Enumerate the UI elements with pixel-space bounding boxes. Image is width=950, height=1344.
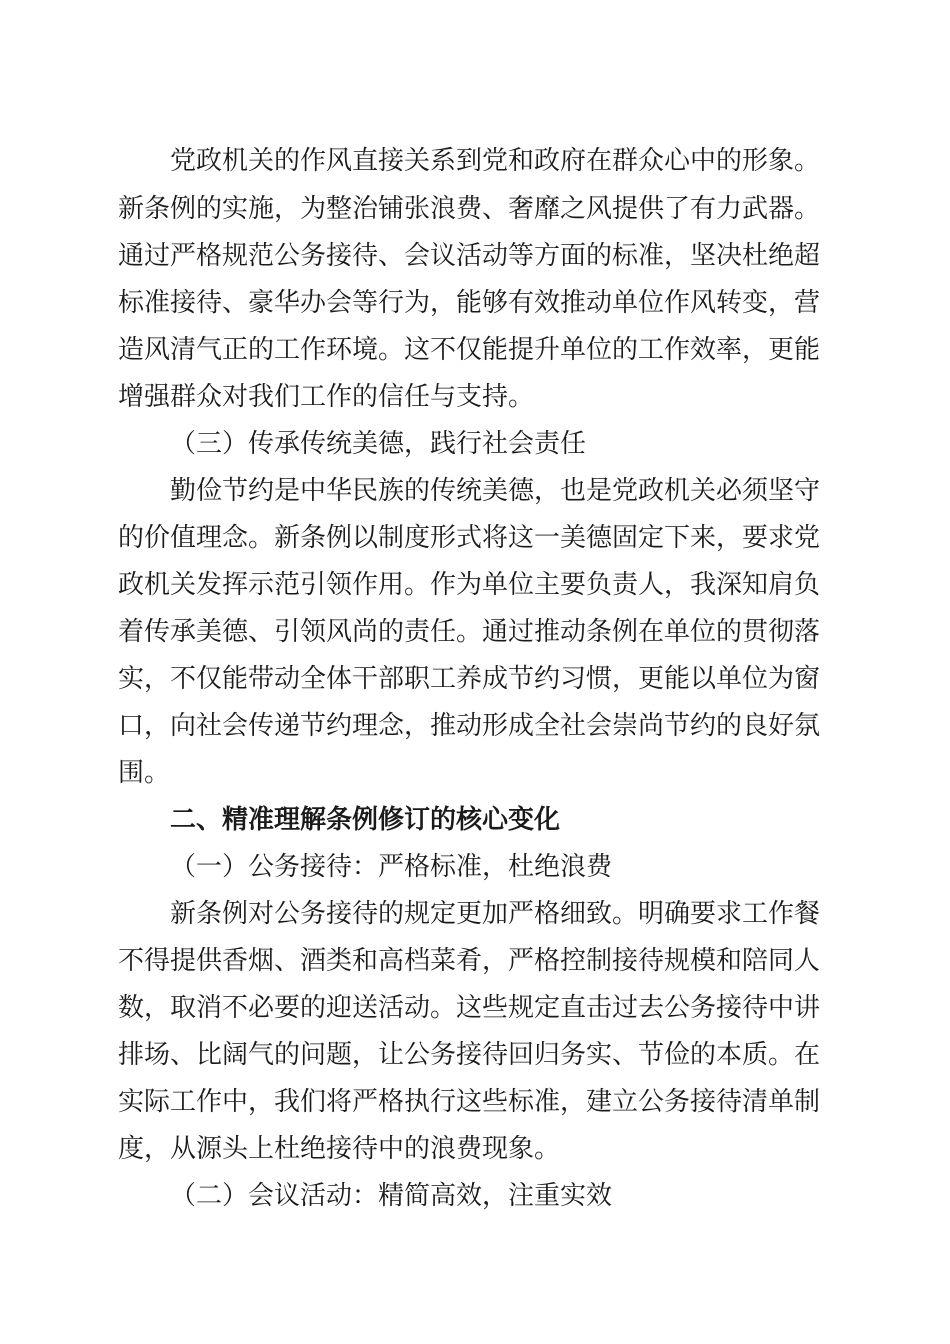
paragraph-line: 的价值理念。新条例以制度形式将这一美德固定下来，要求党 xyxy=(118,523,821,553)
paragraph-line: 实，不仅能带动全体干部职工养成节约习惯，更能以单位为窗 xyxy=(118,664,821,694)
paragraph-line: 增强群众对我们工作的信任与支持。 xyxy=(118,382,535,412)
paragraph-line: 数，取消不必要的迎送活动。这些规定直击过去公务接待中讲 xyxy=(118,993,821,1023)
section-heading: （三）传承传统美德，践行社会责任 xyxy=(170,429,587,459)
paragraph-line: 口，向社会传递节约理念，推动形成全社会崇尚节约的良好氛 xyxy=(118,711,821,741)
paragraph-line: 不得提供香烟、酒类和高档菜肴，严格控制接待规模和陪同人 xyxy=(118,946,821,976)
paragraph-line: 着传承美德、引领风尚的责任。通过推动条例在单位的贯彻落 xyxy=(118,617,821,647)
paragraph-line: 政机关发挥示范引领作用。作为单位主要负责人，我深知肩负 xyxy=(118,570,821,600)
paragraph-line: 新条例对公务接待的规定更加严格细致。明确要求工作餐 xyxy=(170,899,821,929)
paragraph-line: 围。 xyxy=(118,758,171,788)
section-heading: （二）会议活动：精简高效，注重实效 xyxy=(170,1181,613,1211)
paragraph-line: 排场、比阔气的问题，让公务接待回归务实、节俭的本质。在 xyxy=(118,1040,821,1070)
paragraph-line: 勤俭节约是中华民族的传统美德，也是党政机关必须坚守 xyxy=(170,476,821,506)
paragraph-line: 党政机关的作风直接关系到党和政府在群众心中的形象。 xyxy=(170,146,821,176)
paragraph-line: 标准接待、豪华办会等行为，能够有效推动单位作风转变，营 xyxy=(118,288,821,318)
paragraph-line: 实际工作中，我们将严格执行这些标准，建立公务接待清单制 xyxy=(118,1087,821,1117)
paragraph-line: 度，从源头上杜绝接待中的浪费现象。 xyxy=(118,1134,561,1164)
paragraph-line: 通过严格规范公务接待、会议活动等方面的标准，坚决杜绝超 xyxy=(118,241,821,271)
paragraph-line: 新条例的实施，为整治铺张浪费、奢靡之风提供了有力武器。 xyxy=(118,194,821,224)
section-heading: （一）公务接待：严格标准，杜绝浪费 xyxy=(170,852,613,882)
paragraph-line: 造风清气正的工作环境。这不仅能提升单位的工作效率，更能 xyxy=(118,335,821,365)
chapter-heading: 二、精准理解条例修订的核心变化 xyxy=(170,805,561,835)
